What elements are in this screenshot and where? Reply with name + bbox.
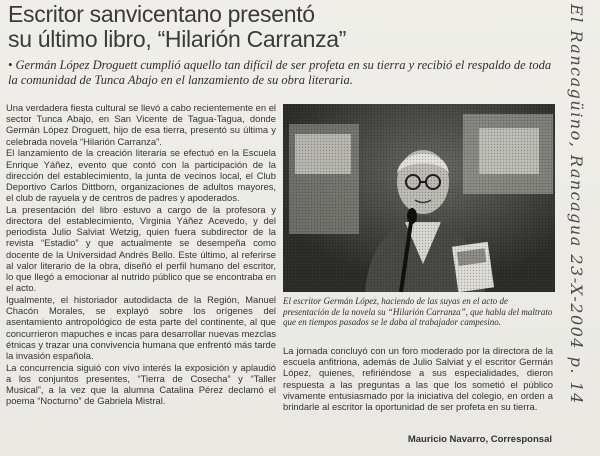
headline-line-2: su último libro, “Hilarión Carranza” bbox=[8, 26, 347, 52]
article-body-right-column: La jornada concluyó con un foro moderado por la directora de la escuela anfitriona, además de Julio Salviat y el escritor Germán López, quienes, refiriéndose a sus especialidades, dieron respuesta a las preguntas a las que los sometió el público vivamente entusiasmado por la iniciativa del colegio, en orden a brindarle al escritor la oportunidad de ser profeta en su tierra. bbox=[283, 345, 553, 413]
handwritten-note-text: El Rancagüino, Rancagua 23-X-2004 p. 14 bbox=[567, 4, 586, 405]
subheadline: • Germán López Droguett cumplió aquello tan difícil de ser profeta en su tierra y recibió el respaldo de toda la comunidad de Tunca Abajo en el lanzamiento de su obra literaria. bbox=[8, 58, 552, 87]
headline-line-1: Escritor sanvicentano presentó bbox=[8, 1, 315, 27]
byline: Mauricio Navarro, Corresponsal bbox=[407, 434, 552, 445]
body-paragraph: Igualmente, el historiador autodidacta de la Región, Manuel Chacón Morales, se explayó sobre los orígenes del asentamiento antropológico de esta parte del continente, al que concurrieron mapuches e incas para desarrollar nuevas mezclas étnicas y trazar una convivencia humana que enfrentó más tarde la invasión española. bbox=[6, 293, 276, 361]
headline bbox=[8, 2, 478, 52]
handwritten-source-note bbox=[562, 0, 600, 456]
body-paragraph: La presentación del libro estuvo a cargo de la profesora y directora del establecimiento, Virginia Yáñez Acevedo, y del periodista Julio Salviat Wetzig, quien fuera subdirector de la revista “Estadio” y que actualmente se desempeña como docente de la Universidad Andrés Bello. Este último, al referirse al valor literario de la obra, diseñó el perfil humano del escritor, lo que llegó a emocionar al nutrido público que se encontraba en el acto. bbox=[6, 203, 276, 294]
body-paragraph: Una verdadera fiesta cultural se llevó a cabo recientemente en el sector Tunca Abajo, en San Vicente de Tagua-Tagua, donde Germán López Droguett, hijo de esa tierra, presentó su última y celebrada novela “Hilarión Carranza”. bbox=[6, 102, 276, 147]
body-paragraph: El lanzamiento de la creación literaria se efectuó en la Escuela Enrique Yáñez, evento que contó con la participación de la dirección del establecimiento, la junta de vecinos local, el Club Deportivo Carlos Dittborn, organizaciones de adultos mayores, el club de rayuela y de centros de padres y apoderados. bbox=[6, 147, 276, 204]
article-body-left-column bbox=[6, 102, 276, 407]
photo-caption: El escritor Germán López, haciendo de las suyas en el acto de presentación de la novela su “Hilarión Carranza”, que habla del maltrato que en tiempos pasados se le daba al trabajador campesino. bbox=[283, 296, 553, 327]
body-paragraph: La concurrencia siguió con vivo interés la exposición y aplaudió a los conjuntos presentes, “Tierra de Cosecha” y “Taller Musical”, a la vez que la alumna Catalina Pérez declamó el poema “Nocturno” de Gabriela Mistral. bbox=[6, 361, 276, 407]
author-photo bbox=[283, 104, 555, 292]
